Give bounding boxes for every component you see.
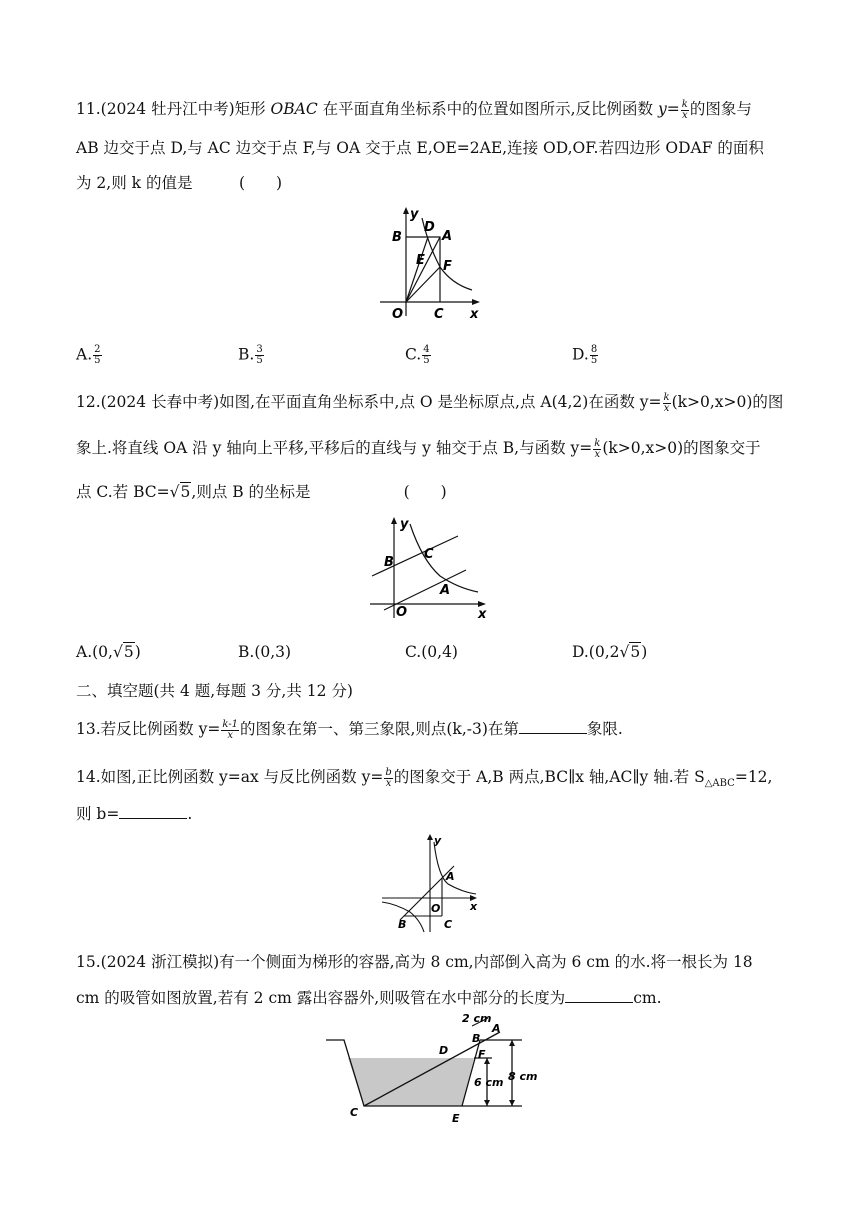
q11-figure xyxy=(372,204,484,322)
svg-text:y: y xyxy=(434,834,442,847)
svg-text:O: O xyxy=(431,902,441,915)
q14-figure xyxy=(378,832,482,936)
svg-text:8 cm: 8 cm xyxy=(508,1070,538,1083)
q12-line2: 象上.将直线 OA 沿 y 轴向上平移,平移后的直线与 y 轴交于点 B,与函数 y= $\frac{k}{x}$ (k>0,x>0)的图象交于 xyxy=(76,437,761,460)
q11-option-a[interactable]: A. $\frac{2}{5}$ xyxy=(76,344,101,366)
svg-text:O: O xyxy=(396,605,408,620)
svg-text:A: A xyxy=(492,1022,501,1035)
svg-text:F: F xyxy=(443,259,452,274)
q12-option-d[interactable]: D.(0,2√5) xyxy=(572,643,648,661)
svg-text:B: B xyxy=(392,230,402,245)
q15-line1: 15.(2024 浙江模拟)有一个侧面为梯形的容器,高为 8 cm,内部倒入高为 6 cm 的水.将一根长为 18 xyxy=(76,953,753,971)
q15-answer-blank[interactable] xyxy=(565,988,633,1003)
svg-text:2 cm: 2 cm xyxy=(462,1012,492,1025)
q14-line2: 则 b= . xyxy=(76,805,193,823)
svg-text:A: A xyxy=(440,583,451,598)
q13-answer-blank[interactable] xyxy=(519,719,587,734)
svg-text:x: x xyxy=(470,307,479,322)
q14-answer-blank[interactable] xyxy=(119,804,187,819)
q11-option-d[interactable]: D. $\frac{8}{5}$ xyxy=(572,344,598,366)
svg-text:C: C xyxy=(434,307,444,322)
q12-option-b[interactable]: B.(0,3) xyxy=(238,643,292,661)
svg-text:F: F xyxy=(478,1048,486,1061)
svg-text:D: D xyxy=(439,1044,449,1057)
q11-line1: 11.(2024 牡丹江中考)矩形 OBAC 在平面直角坐标系中的位置如图所示,反比例函数 y= $\frac{k}{x}$ 的图象与 xyxy=(76,98,752,121)
q12-option-c[interactable]: C.(0,4) xyxy=(405,643,458,661)
q12-option-a[interactable]: A.(0,√5) xyxy=(76,643,141,661)
q12-line3: 点 C.若 BC=√5,则点 B 的坐标是 ( ) xyxy=(76,483,447,501)
q14-line1: 14.如图,正比例函数 y=ax 与反比例函数 y= $\frac{b}{x}$ 的图象交于 A,B 两点,BC∥x 轴,AC∥y 轴.若 $S_{\triangle ABC}=12$, xyxy=(76,766,773,790)
svg-text:D: D xyxy=(424,220,435,235)
svg-text:E: E xyxy=(416,253,425,268)
q12-line1: 12.(2024 长春中考)如图,在平面直角坐标系中,点 O 是坐标原点,点 A(4,2)在函数 y= $\frac{k}{x}$ (k>0,x>0)的图 xyxy=(76,391,784,414)
svg-text:B: B xyxy=(472,1032,481,1045)
svg-text:C: C xyxy=(444,918,453,931)
q15-line2: cm 的吸管如图放置,若有 2 cm 露出容器外,则吸管在水中部分的长度为 cm. xyxy=(76,989,662,1007)
q12-figure xyxy=(366,514,492,622)
svg-text:A: A xyxy=(446,870,455,883)
q15-figure xyxy=(322,1010,544,1126)
svg-text:C: C xyxy=(424,547,434,562)
svg-text:y: y xyxy=(410,207,419,222)
q11-line3: 为 2,则 k 的值是 ( ) xyxy=(76,174,283,192)
svg-text:x: x xyxy=(478,607,487,622)
svg-text:B: B xyxy=(384,555,394,570)
svg-text:E: E xyxy=(452,1112,460,1125)
svg-text:x: x xyxy=(470,900,478,913)
section-heading: 二、填空题(共 4 题,每题 3 分,共 12 分) xyxy=(76,682,353,700)
q11-option-c[interactable]: C. $\frac{4}{5}$ xyxy=(405,344,430,366)
q13-line: 13.若反比例函数 y= $\frac{k-1}{x}$ 的图象在第一、第三象限,则点(k,-3)在第 象限. xyxy=(76,718,623,741)
svg-text:B: B xyxy=(398,918,407,931)
q11-option-b[interactable]: B. $\frac{3}{5}$ xyxy=(238,344,263,366)
svg-text:y: y xyxy=(400,517,409,532)
q11-fraction: $\frac{k}{x}$ xyxy=(681,98,688,121)
q11-line2: AB 边交于点 D,与 AC 边交于点 F,与 OA 交于点 E,OE=2AE,连接 OD,OF.若四边形 ODAF 的面积 xyxy=(76,139,764,157)
svg-text:O: O xyxy=(392,307,404,322)
svg-text:6 cm: 6 cm xyxy=(474,1076,504,1089)
svg-text:C: C xyxy=(350,1106,359,1119)
svg-text:A: A xyxy=(442,229,453,244)
